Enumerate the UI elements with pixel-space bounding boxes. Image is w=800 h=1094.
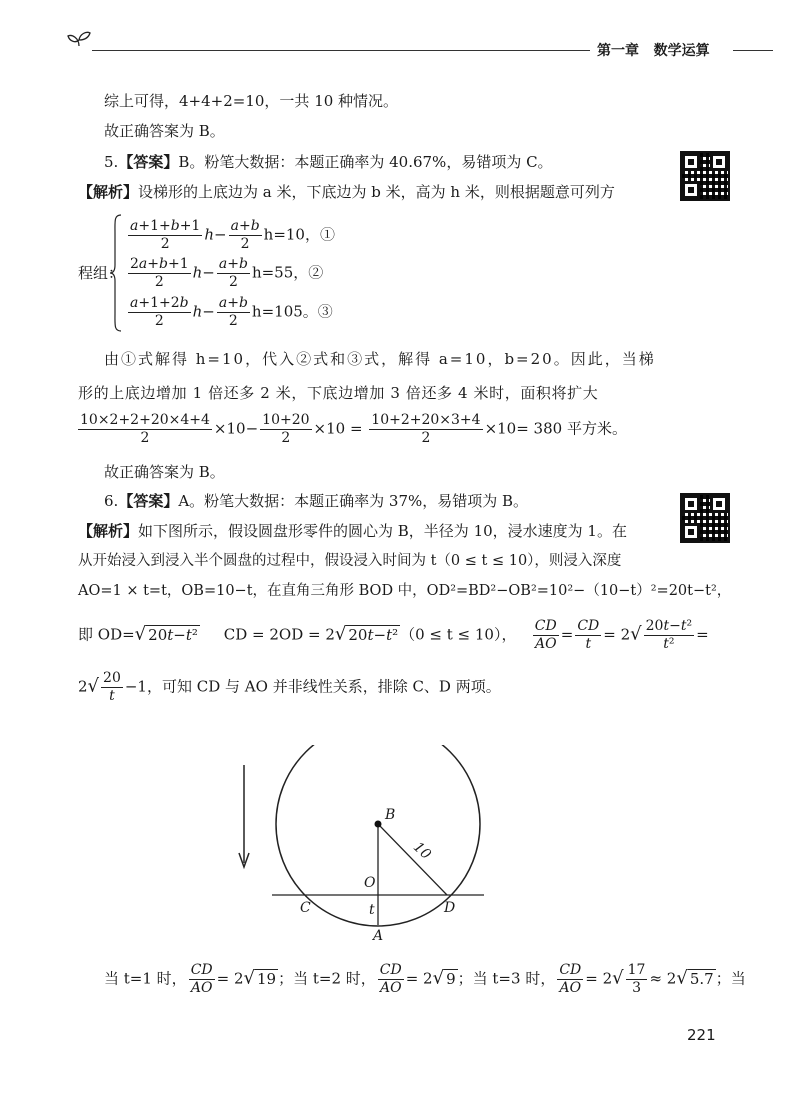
label-C: C: [300, 900, 311, 916]
qr-code[interactable]: [680, 493, 730, 543]
page-number: 221: [687, 1026, 716, 1044]
text-line: 综上可得，4+4+2=10，一共 10 种情况。: [104, 92, 399, 110]
text-line: AO=1 × t=t，OB=10−t，在直角三角形 BOD 中，OD²=BD²−OB²=10²−（10−t）²=20t−t²，: [78, 583, 732, 599]
equation-2: $\frac{2a+b+1}{2}$ h− $\frac{a+b}{2}$ h=55，②: [130, 256, 324, 290]
brace: [109, 213, 123, 337]
label-radius: 10: [409, 839, 434, 863]
header-rule: [92, 50, 590, 51]
q6-jiexi-line: 【解析】如下图所示，假设圆盘形零件的圆心为 B，半径为 10，浸水速度为 1。在: [78, 522, 627, 540]
q6-answer-line: 6.【答案】A。粉笔大数据：本题正确率为 37%，易错项为 B。: [104, 492, 529, 510]
od-equation: 即 OD=√ 20t−t² CD = 2OD = 2√ 20t−t² （0 ≤ t ≤ 10）， $\frac{CD}{AO}$ = $\frac{CD}{t}$ = 2√ $\frac{\text{20t−t²}}{\text{t²}}$ =: [78, 618, 709, 652]
area-equation: $\frac{10\times 2+2+20\times 4+4}{2}$ ×10− $\frac{10+20}{2}$ ×10 = $\frac{10+2+20\times 3+4}{2}$ ×10= 380 平方米。: [80, 412, 627, 446]
text-line: 故正确答案为 B。: [104, 122, 225, 140]
text-line: 形的上底边增加 1 倍还多 2 米，下底边增加 3 倍还多 4 米时，面积将扩大: [78, 384, 599, 402]
q5-answer-line: 5.【答案】B。粉笔大数据：本题正确率为 40.67%，易错项为 C。: [104, 153, 553, 171]
header-chapter: 第一章 数学运算: [597, 43, 710, 59]
equation-3: $\frac{a+1+2b}{2}$ h− $\frac{a+b}{2}$ h=105。③: [130, 295, 333, 329]
ratio-equation: 2√ $\frac{20}{t}$ −1，可知 CD 与 AO 并非线性关系，排除 C、D 两项。: [78, 670, 501, 704]
circle-diagram: [230, 745, 500, 954]
equation-prefix: 程组：: [78, 264, 124, 282]
label-A: A: [373, 928, 384, 944]
label-D: D: [444, 900, 456, 916]
text-line: 从开始浸入到浸入半个圆盘的过程中，假设浸入时间为 t（0 ≤ t ≤ 10），则浸入深度: [78, 553, 622, 569]
segment-BD: [378, 824, 447, 895]
q5-jiexi-line: 【解析】设梯形的上底边为 a 米，下底边为 b 米，高为 h 米，则根据题意可列方: [78, 183, 615, 201]
header-leaf-icon: [66, 28, 92, 52]
text-line: 故正确答案为 B。: [104, 463, 225, 481]
label-B: B: [385, 807, 396, 823]
text-line: 由①式解得 h=10，代入②式和③式，解得 a=10，b=20。因此，当梯: [104, 350, 656, 368]
center-point: [375, 821, 382, 828]
qr-code[interactable]: [680, 151, 730, 201]
header-rule-right: [733, 50, 773, 51]
label-t: t: [369, 902, 375, 918]
last-line: 当 t=1 时， $\frac{CD}{AO}$ = 2√ 19 ；当 t=2 时， $\frac{CD}{AO}$ = 2√ 9 ；当 t=3 时， $\frac{CD}{AO}$ = 2√ $\frac{17}{3}$ ≈ 2√ 5.7 ；当: [104, 962, 746, 996]
label-O: O: [364, 875, 376, 891]
equation-1: $\frac{a+1+b+1}{2}$ h− $\frac{a+b}{2}$ h=10，①: [130, 218, 335, 252]
